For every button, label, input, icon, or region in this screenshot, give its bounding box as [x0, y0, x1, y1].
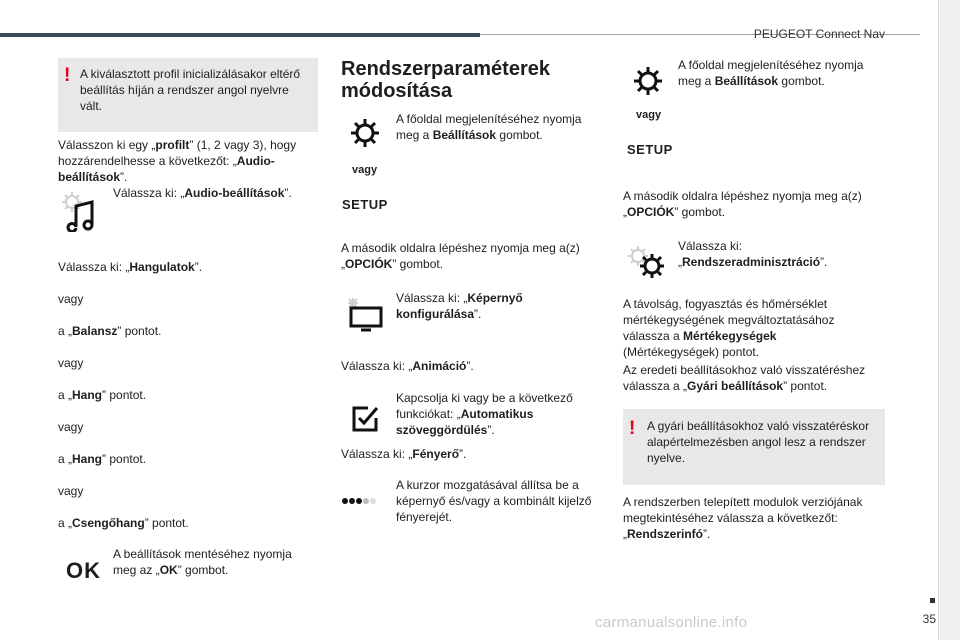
- balansz-line: [58, 323, 161, 339]
- setup-button-icon: SETUP: [342, 197, 388, 212]
- text-bold: OPCIÓK: [627, 205, 675, 219]
- vagy-4: vagy: [58, 484, 84, 498]
- vagy-3: vagy: [58, 420, 84, 434]
- text: gombot.: [496, 128, 543, 142]
- cursor-instruction: A kurzor mozgatásával állítsa be a képernyő és/vagy a kombinált kijelző fényerejét.: [396, 478, 592, 524]
- text-bold: Hang: [72, 452, 103, 466]
- text: ” pontot.: [144, 516, 189, 530]
- page-number: 35: [922, 612, 936, 626]
- text: Válassza ki: „: [396, 291, 468, 305]
- select-system-admin: [678, 238, 878, 270]
- section-title-line2: módosítása: [341, 80, 453, 102]
- text: ” gombot.: [177, 563, 229, 577]
- factory-instruction: [623, 362, 878, 394]
- section-title-line1: Rendszerparaméterek: [341, 58, 550, 80]
- toggle-instruction: [396, 390, 586, 438]
- text: ” pontot.: [783, 379, 828, 393]
- ok-instruction: [113, 546, 308, 578]
- text: a „: [58, 452, 73, 466]
- text-bold: Balansz: [72, 324, 118, 338]
- text: ” pontot.: [102, 388, 147, 402]
- text: A rendszerben telepített modulok verziójának megtekintéséhez válassza a következőt: „: [623, 495, 863, 541]
- setup-button-icon-2: SETUP: [627, 142, 673, 157]
- select-animation: [341, 358, 474, 374]
- text: a „: [58, 324, 73, 338]
- header-title: PEUGEOT Connect Nav: [753, 27, 885, 41]
- text-bold: profilt: [155, 138, 190, 152]
- text: a „: [58, 388, 73, 402]
- vagy-label: vagy: [352, 164, 378, 176]
- select-hangulatok: [58, 259, 202, 275]
- screen-icon: [343, 296, 385, 332]
- text: ”.: [487, 423, 495, 437]
- vagy-1: vagy: [58, 292, 84, 306]
- options-instruction: [341, 240, 596, 272]
- text: Az eredeti beállításokhoz való visszatéréshez válassza a „: [623, 363, 866, 393]
- text: ”.: [820, 255, 828, 269]
- text-bold: Képernyő konfigurálása: [396, 291, 523, 321]
- options-instruction-2: [623, 188, 878, 220]
- text: A második oldalra lépéshez nyomja meg a(z) „: [623, 189, 862, 219]
- text: ” gombot.: [392, 257, 444, 271]
- text: A beállítások mentéséhez nyomja meg az „: [113, 547, 292, 577]
- units-instruction: [623, 296, 863, 360]
- note-profile-text: A kiválasztott profil inicializálásakor eltérő beállítás híján a rendszer angol nyelvre vált.: [80, 67, 301, 113]
- version-instruction: [623, 494, 878, 542]
- text: ”.: [284, 186, 292, 200]
- page-edge-strip: [938, 0, 960, 640]
- text-bold: Audio-beállítások: [58, 154, 275, 184]
- double-gear-icon: [626, 244, 668, 280]
- text: ”.: [120, 170, 128, 184]
- text: Kapcsolja ki vagy be a következő funkciókat: „: [396, 391, 573, 421]
- select-audio: [113, 185, 292, 201]
- text: Válassza ki: „: [58, 260, 130, 274]
- text-bold: Beállítások: [714, 74, 779, 88]
- text-bold: OK: [159, 563, 178, 577]
- main-page-instruction: [396, 111, 596, 143]
- exclamation-icon: !: [629, 418, 636, 439]
- gear-icon: [349, 117, 381, 149]
- text: ”.: [474, 307, 482, 321]
- text: Válassza ki: „: [113, 186, 185, 200]
- exclamation-icon: !: [64, 65, 71, 86]
- text-bold: Audio-beállítások: [184, 186, 285, 200]
- text-bold: Csengőhang: [72, 516, 145, 530]
- text-bold: Rendszeradminisztráció: [682, 255, 821, 269]
- text-bold: Fényerő: [412, 447, 460, 461]
- text: ” pontot.: [102, 452, 147, 466]
- text-bold: Animáció: [412, 359, 467, 373]
- select-screen-config: [396, 290, 586, 322]
- watermark: carmanualsonline.info: [595, 614, 748, 631]
- text-bold: Rendszerinfó: [627, 527, 704, 541]
- checkbox-icon: [350, 404, 380, 434]
- text-bold: Beállítások: [432, 128, 497, 142]
- text-bold: OPCIÓK: [345, 257, 393, 271]
- top-rule: [0, 33, 480, 37]
- text: gombot.: [778, 74, 825, 88]
- text: A távolság, fogyasztás és hőmérséklet mértékegységének megváltoztatásához válassza a: [623, 297, 835, 343]
- ok-button-icon: OK: [66, 558, 101, 583]
- text: ”.: [703, 527, 711, 541]
- text: ” pontot.: [117, 324, 162, 338]
- text: Válassza ki: „: [341, 447, 413, 461]
- brightness-dots-icon: [341, 496, 381, 506]
- text: ” (1, 2 vagy 3), hogy hozzárendelhesse a következőt: „: [58, 138, 297, 168]
- text: Válassza ki: „: [678, 239, 743, 269]
- profile-paragraph: [58, 137, 320, 185]
- text: A főoldal megjelenítéséhez nyomja meg a: [396, 112, 582, 142]
- music-note-icon: [60, 190, 100, 232]
- text-bold: Hang: [72, 388, 103, 402]
- vagy-2: vagy: [58, 356, 84, 370]
- text-bold: Gyári beállítások: [687, 379, 784, 393]
- csengohang-line: [58, 515, 189, 531]
- vagy-label-2: vagy: [636, 109, 662, 121]
- text: ”.: [466, 359, 474, 373]
- hang-line-2: [58, 451, 146, 467]
- page-edge-line: [938, 0, 939, 640]
- text: A második oldalra lépéshez nyomja meg a(z) „: [341, 241, 580, 271]
- text: A főoldal megjelenítéséhez nyomja meg a: [678, 58, 864, 88]
- text: (Mértékegységek) pontot.: [623, 345, 760, 359]
- gear-icon: [632, 65, 664, 97]
- text: ”.: [459, 447, 467, 461]
- text-bold: Automatikus szöveggördülés: [396, 407, 534, 437]
- hang-line-1: [58, 387, 146, 403]
- text: Válassza ki: „: [341, 359, 413, 373]
- text: a „: [58, 516, 73, 530]
- select-brightness: [341, 446, 466, 462]
- note-factory-text: A gyári beállításokhoz való visszatéréskor alapértelmezésben angol lesz a rendszer nyelve.: [647, 419, 870, 465]
- text: Válasszon ki egy „: [58, 138, 156, 152]
- text-bold: Mértékegységek: [683, 329, 777, 343]
- main-page-instruction-2: [678, 57, 878, 89]
- text: ” gombot.: [674, 205, 726, 219]
- text-bold: Hangulatok: [129, 260, 195, 274]
- page-marker: [930, 598, 935, 603]
- section-title: [341, 58, 550, 102]
- text: ”.: [194, 260, 203, 274]
